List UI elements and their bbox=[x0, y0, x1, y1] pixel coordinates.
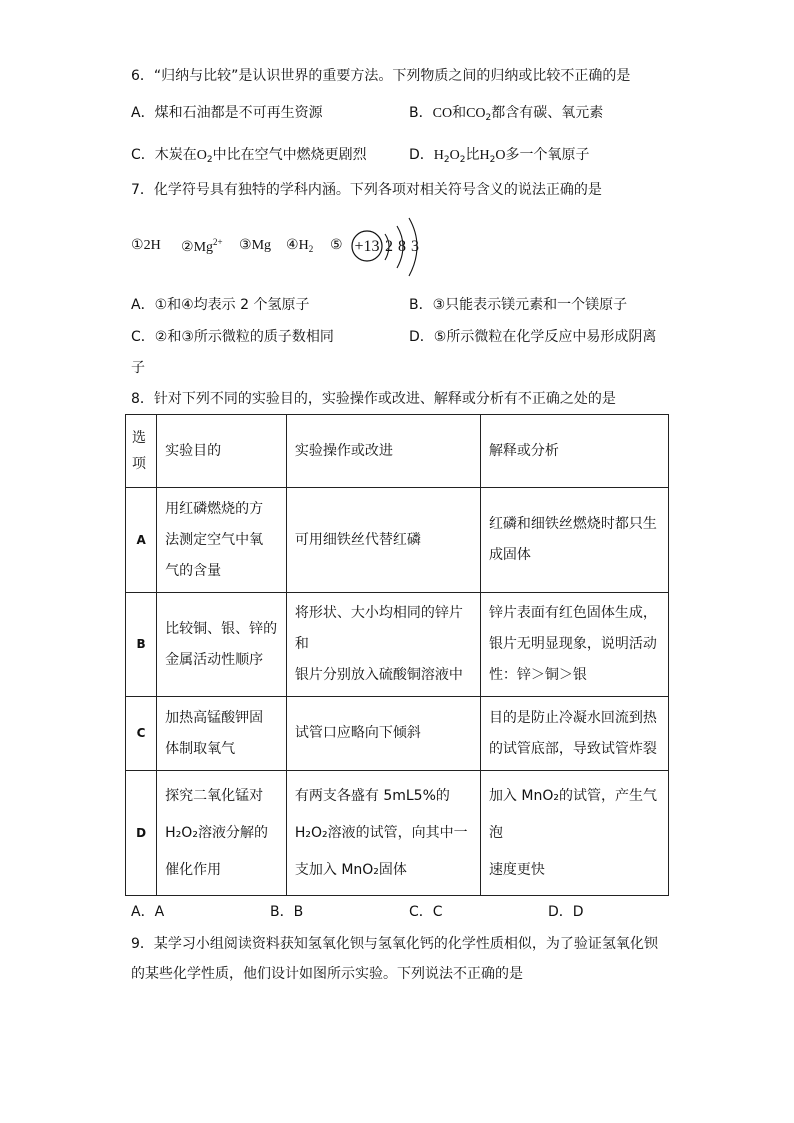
header-option: 选项 bbox=[126, 415, 157, 488]
q7-symbols-figure bbox=[131, 216, 431, 286]
symbol-4: $④H_2$ bbox=[286, 237, 314, 254]
q8-option-b: B．B bbox=[270, 904, 304, 920]
row-purpose: 加热高锰酸钾固 体制取氧气 bbox=[157, 697, 287, 771]
q6-option-d: D．$H_2O_2$比$H_2O$多一个氧原子 bbox=[409, 147, 590, 165]
q6-option-c: C．木炭在$O_2$中比在空气中燃烧更剧烈 bbox=[131, 147, 367, 165]
table-row bbox=[126, 488, 669, 593]
shell-electrons-1: 2 bbox=[385, 238, 393, 255]
row-analysis: 加入 MnO₂的试管，产生气泡 速度更快 bbox=[480, 771, 668, 896]
row-operation: 有两支各盛有 5mL5%的 H₂O₂溶液的试管，向其中一 支加入 MnO₂固体 bbox=[286, 771, 480, 896]
row-analysis: 锌片表面有红色固体生成， 银片无明显现象，说明活动 性：锌＞铜＞银 bbox=[480, 593, 668, 697]
row-label: C bbox=[126, 697, 157, 771]
nucleus-charge: +13 bbox=[354, 238, 380, 255]
q7-option-b: B．③只能表示镁元素和一个镁原子 bbox=[409, 297, 628, 313]
row-operation: 可用细铁丝代替红磷 bbox=[286, 488, 480, 593]
q6-stem: 6．“归纳与比较”是认识世界的重要方法。下列物质之间的归纳或比较不正确的是 bbox=[131, 68, 631, 84]
header-analysis: 解释或分析 bbox=[480, 415, 668, 488]
q9-line-1: 9．某学习小组阅读资料获知氢氧化钡与氢氧化钙的化学性质相似，为了验证氢氧化钡 bbox=[131, 936, 658, 952]
row-analysis: 红磷和细铁丝燃烧时都只生 成固体 bbox=[480, 488, 668, 593]
row-analysis: 目的是防止冷凝水回流到热 的试管底部，导致试管炸裂 bbox=[480, 697, 668, 771]
row-label: A bbox=[126, 488, 157, 593]
q7-option-c: C．②和③所示微粒的质子数相同 bbox=[131, 329, 334, 345]
q9-line-2: 的某些化学性质，他们设计如图所示实验。下列说法不正确的是 bbox=[131, 966, 523, 982]
q6-option-b: B．CO和$CO_2$都含有碳、氧元素 bbox=[409, 105, 604, 123]
table-header-row bbox=[126, 415, 669, 488]
row-purpose: 探究二氧化锰对 H₂O₂溶液分解的 催化作用 bbox=[157, 771, 287, 896]
q8-option-c: C．C bbox=[409, 904, 443, 920]
table-row bbox=[126, 697, 669, 771]
table-row bbox=[126, 771, 669, 896]
q7-option-d: D．⑤所示微粒在化学反应中易形成阴离 bbox=[409, 329, 657, 345]
row-operation: 试管口应略向下倾斜 bbox=[286, 697, 480, 771]
row-label: B bbox=[126, 593, 157, 697]
q7-option-d-wrap: 子 bbox=[131, 360, 145, 376]
atom-structure-diagram bbox=[349, 216, 431, 286]
q6-option-a: A．煤和石油都是不可再生资源 bbox=[131, 105, 323, 121]
q8-stem: 8．针对下列不同的实验目的，实验操作或改进、解释或分析有不正确之处的是 bbox=[131, 391, 616, 407]
q8-option-a: A．A bbox=[131, 904, 165, 920]
table-row bbox=[126, 593, 669, 697]
symbol-2: $②Mg^{2+}$ bbox=[181, 237, 223, 255]
symbol-5-number: ⑤ bbox=[330, 237, 343, 253]
q7-stem: 7．化学符号具有独特的学科内涵。下列各项对相关符号含义的说法正确的是 bbox=[131, 182, 602, 198]
shell-electrons-2: 8 bbox=[398, 238, 406, 255]
q8-option-d: D．D bbox=[548, 904, 584, 920]
shell-electrons-3: 3 bbox=[411, 238, 419, 255]
row-purpose: 比较铜、银、锌的 金属活动性顺序 bbox=[157, 593, 287, 697]
experiment-table bbox=[125, 414, 669, 896]
symbol-1: ①2H bbox=[131, 237, 161, 253]
row-label: D bbox=[126, 771, 157, 896]
header-purpose: 实验目的 bbox=[157, 415, 287, 488]
header-operation: 实验操作或改进 bbox=[286, 415, 480, 488]
q7-option-a: A．①和④均表示 2 个氢原子 bbox=[131, 297, 310, 313]
symbol-3: ③Mg bbox=[239, 237, 272, 253]
row-operation: 将形状、大小均相同的锌片和 银片分别放入硫酸铜溶液中 bbox=[286, 593, 480, 697]
row-purpose: 用红磷燃烧的方 法测定空气中氧 气的含量 bbox=[157, 488, 287, 593]
